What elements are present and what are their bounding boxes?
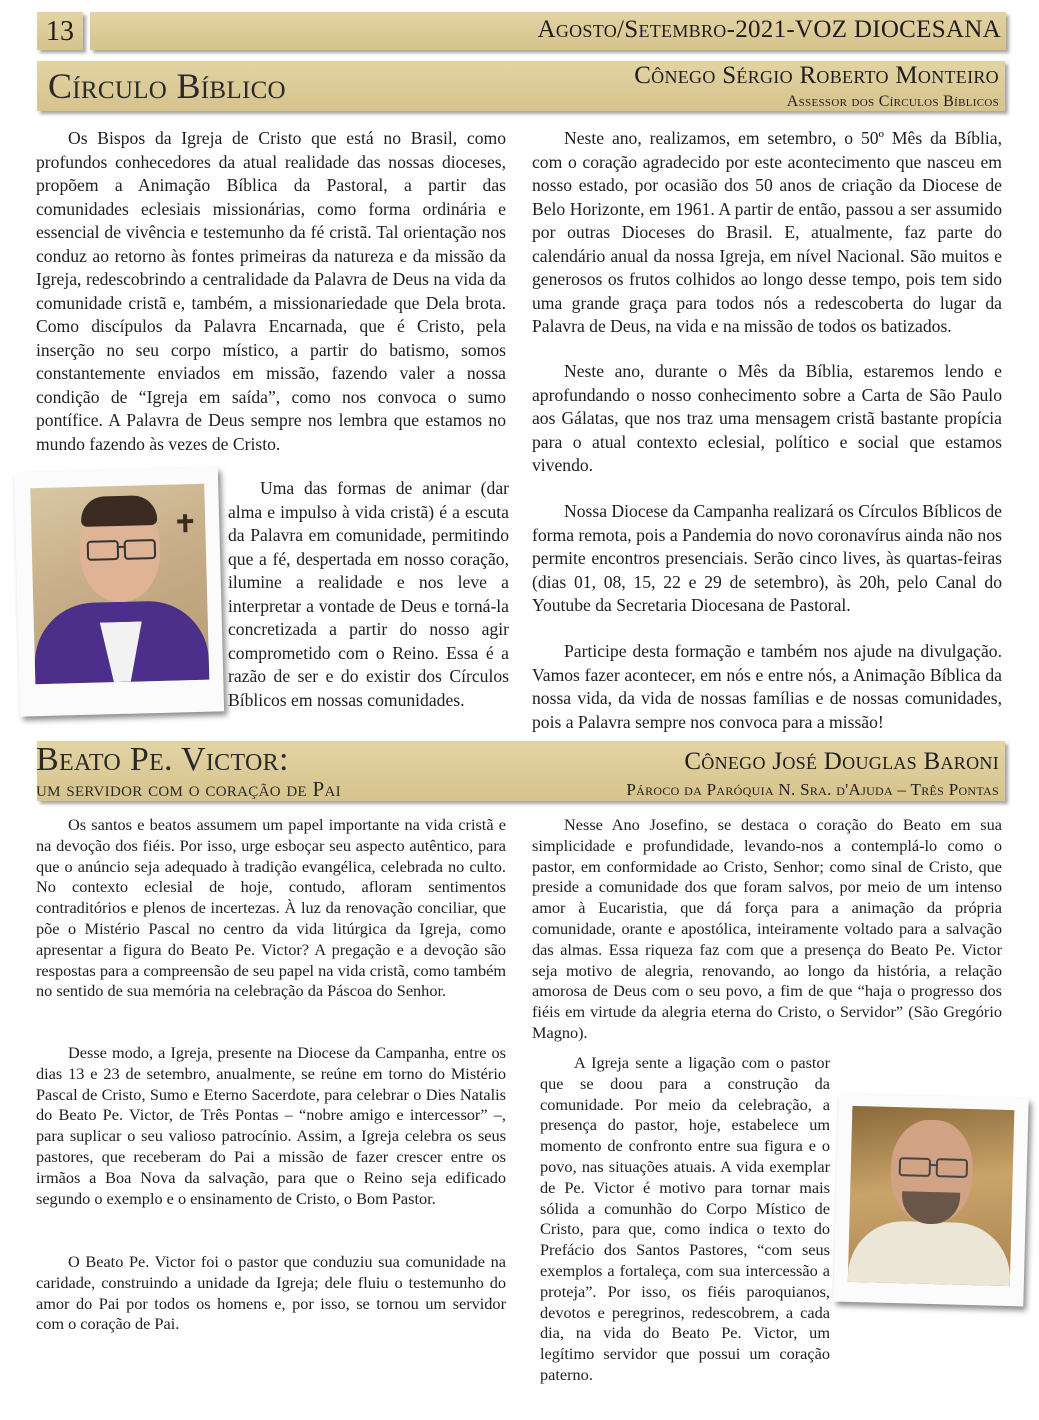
section2-left-paragraph-1: Os santos e beatos assumem um papel importante na vida cristã e na devoção dos fiéis. Por isso, urge esboçar seu aspecto autêntico, para que o anúncio seja adequado à tradição evangélica, celebrada no culto. No contexto eclesial de hoje, contudo, afloram sentimentos contraditórios e plenos de incertezas. À luz da renovação conciliar, que põe o Mistério Pascal no centro da vida litúrgica da Igreja, como apresentar a figura do Beato Pe. Victor? A pregação e a devoção são respostas para a compreensão de seu papel na vida cristã, como também no sentido de sua memória na celebração da Páscoa do Senhor. [36, 815, 506, 1001]
section2-left-paragraph-3: O Beato Pe. Victor foi o pastor que conduziu sua comunidade na caridade, construindo a unidade da Igreja; dele fluiu o testemunho do amor do Pai por todos os homens e, por isso, se tornou um servidor com o coração de Pai. [36, 1252, 506, 1334]
page-number: 13 [46, 16, 74, 47]
section1-left-paragraph-1: Os Bispos da Igreja de Cristo que está no Brasil, como profundos conhecedores da atual realidade das nossas dioceses, propõem a Animação Bíblica da Pastoral, a partir das comunidades eclesiais missionárias, como forma ordinária e essencial de vivência e testemunho da fé cristã. Tal orientação nos conduz ao retorno às fontes primeiras da natureza e da missão da Igreja, redescobrindo a centralidade da Palavra de Deus na vida da comunidade cristã e, também, a missionariedade que Dela brota. Como discípulos da Palavra Encarnada, que é Cristo, pela inserção no seu corpo místico, a partir do batismo, somos constantemente enviados em missão, fazendo valer a nossa condição de “Igreja em saída”, como nos convoca o sumo pontífice. A Palavra de Deus sempre nos lembra que estamos no mundo fazendo às vezes de Cristo. [36, 128, 506, 454]
section2-subtitle: um servidor com o coração de Pai [36, 777, 341, 801]
section1-author: Cônego Sérgio Roberto Monteiro [634, 62, 999, 89]
section2-left-paragraph-2: Desse modo, a Igreja, presente na Diocese da Campanha, entre os dias 13 e 23 de setembro, anualmente, se reúne em torno do Mistério Pascal de Cristo, Sumo e Eterno Sacerdote, para celebrar o Dies Natalis do Beato Pe. Victor, de Três Pontas – “nobre amigo e intercessor” –, para suplicar o seu valioso patrocínio. Assim, a Igreja celebra os seus pastores, que receberam do Pai a missão de fazer crescer entre os irmãos a Boa Nova da salvação, para que o Reino seja edificado segundo o exemplo e o ensinamento de Cristo, o Bom Pastor. [36, 1043, 506, 1208]
section1-right-paragraph-1: Neste ano, realizamos, em setembro, o 50º Mês da Bíblia, com o coração agradecido por este acontecimento que nasceu em nosso estado, por ocasião dos 50 anos de criação da Diocese de Belo Horizonte, em 1961. A partir de então, passou a ser assumido por outras Dioceses do Brasil. E, atualmente, faz parte do calendário anual da nossa Igreja, em nível Nacional. São muitos e generosos os frutos colhidos ao longo desse tempo, pois tem sido uma grande graça para todos nós a redescoberta do lugar da Palavra de Deus, na vida e na missão de todos os batizados. [532, 128, 1002, 336]
author1-portrait [30, 484, 209, 684]
section1-right-paragraph-2: Neste ano, durante o Mês da Bíblia, estaremos lendo e aprofundando o nosso conhecimento sobre a Carta de São Paulo aos Gálatas, que nos traz uma mensagem cristã bastante propícia para o atual contexto eclesial, político e social que estamos vivendo. [532, 361, 1002, 475]
author1-photo [14, 467, 224, 716]
section1-right-paragraph-3: Nossa Diocese da Campanha realizará os Círculos Bíblicos de forma remota, pois a Pandemia do novo coronavírus ainda não nos permite encontros presenciais. Serão cinco lives, às quartas-feiras (dias 01, 08, 15, 22 e 29 de setembro), às 20h, pelo Canal do Youtube da Secretaria Diocesana de Pastoral. [532, 501, 1002, 615]
author2-photo [833, 1094, 1028, 1307]
section2-author-role: Pároco da Paróquia N. Sra. d'Ajuda – Três Pontas [626, 780, 999, 799]
section2-right-paragraph-1: Nesse Ano Josefino, se destaca o coração do Beato em sua simplicidade e profundidade, levando-nos a contemplá-lo como o pastor, em conformidade ao Cristo, Senhor; como sinal de Cristo, que preside a comunidade dos que foram salvos, por meio de um intenso amor à Eucaristia, que dá força para a animação da própria comunidade, orante e apostólica, inteiramente voltado para a salvação das almas. Essa riqueza faz com que a presença do Beato Pe. Victor seja motivo de alegria, renovando, ao longo da história, a relação amorosa de Deus com o seu povo, a fim de que “haja o progresso dos fiéis em virtude da alegria eterna do Cristo, o Servidor” (São Gregório Magno). [532, 815, 1002, 1042]
section1-left-paragraph-2: Uma das formas de animar (dar alma e impulso à vida cristã) é a escuta da Palavra em comunidade, permitindo que a fé, despertada em nosso coração, ilumine a realidade e nos leve a interpretar a vontade de Deus e torná-la concretizada a partir do nosso agir comprometido com o Reino. Essa é a razão de ser e do existir dos Círculos Bíblicos em nossas comunidades. [228, 478, 509, 710]
section2-right-paragraph-2: A Igreja sente a ligação com o pastor que se doou para a construção da comunidade. Por meio da celebração, a presença do pastor, hoje, estabelece um momento de confronto entre sua figura e o povo, nas situações atuais. A vida exemplar de Pe. Victor é motivo para tornar mais sólida a comunhão do Corpo Místico de Cristo, para que, como indica o texto do Prefácio dos Santos Pastores, “com seus exemplos a fortaleça, com sua intercessão a proteja”. Por isso, os fiéis paroquianos, devotos e peregrinos, redescobrem, a cada dia, na vida do Beato Pe. Victor, um legítimo servidor que possui um coração paterno. [540, 1053, 830, 1384]
author2-portrait [848, 1106, 1015, 1286]
section1-title: Círculo Bíblico [48, 66, 286, 106]
issue-title: Agosto/Setembro-2021-VOZ DIOCESANA [537, 16, 1001, 43]
section1-author-role: Assessor dos Círculos Bíblicos [786, 93, 999, 110]
section2-title: Beato Pe. Victor: [36, 741, 289, 778]
section2-author: Cônego José Douglas Baroni [684, 748, 999, 775]
author2-glasses [899, 1157, 931, 1177]
author1-glasses [87, 540, 120, 561]
author2-clothing [848, 1220, 1012, 1286]
section1-right-paragraph-4: Participe desta formação e também nos ajude na divulgação. Vamos fazer acontecer, em nós e entre nós, a Animação Bíblica da nossa vida, da vida de nossas famílias e de nossas comunidades, pois a Palavra sempre nos convoca para a missão! [532, 641, 1002, 732]
